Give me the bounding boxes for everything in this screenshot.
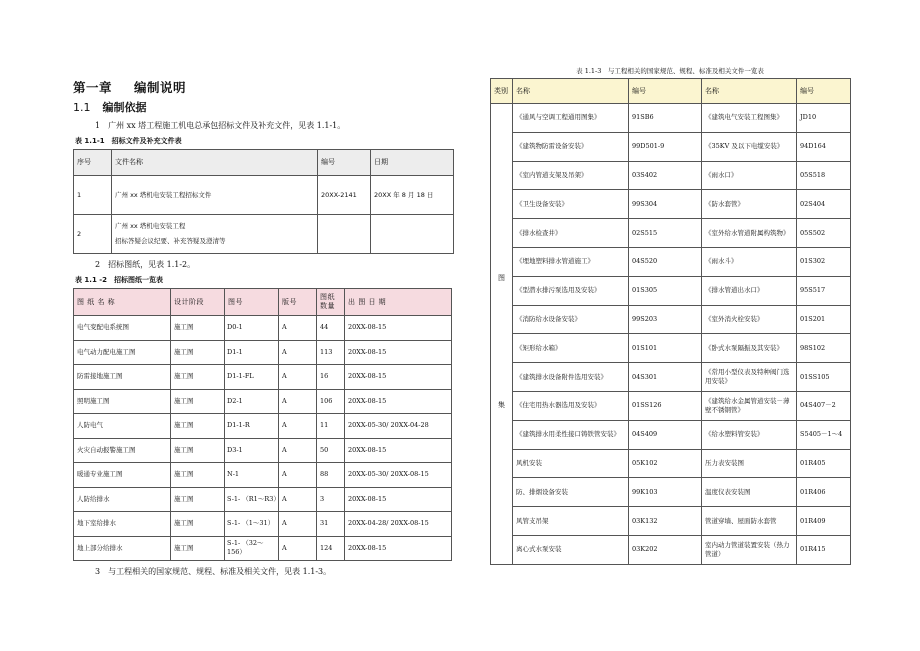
- table3-cell: 99D501-9: [629, 132, 702, 161]
- table1-name-line: 广州 xx 塔机电安装工程: [115, 222, 186, 230]
- table2-cell: 20XX-08-15: [345, 438, 452, 463]
- table3-cell: 《消防给水设备安装》: [513, 305, 629, 334]
- table3-caption: 表 1.1-3 与工程相关的国家规范、规程、标准及相关文件一览表: [576, 67, 764, 75]
- table2-cell: 3: [317, 487, 345, 512]
- table-row: [491, 478, 851, 507]
- table2-cell: 31: [317, 512, 345, 537]
- table3-cell: 《型潜水排污泵选用及安装》: [513, 276, 629, 305]
- table3-cell: 01R415: [797, 535, 851, 564]
- table2-cell: 施工图: [171, 389, 225, 414]
- table3-cell: 《建筑排水用柔性接口铸铁管安装》: [513, 420, 629, 449]
- table2-cell: 11: [317, 414, 345, 439]
- table-row: [74, 215, 454, 254]
- table3-cell: 01SS126: [629, 391, 702, 420]
- right-column: [490, 66, 850, 565]
- table1-cell-date: [371, 215, 454, 254]
- table2-cell: 20XX-08-15: [345, 536, 452, 561]
- table1-name-line: 招标答疑会议纪要、补充答疑及澄清等: [115, 237, 226, 245]
- table2-cell: 暖通专业施工图: [74, 463, 171, 488]
- table-row: [74, 365, 452, 390]
- table3-cell: 《室外消火栓安装》: [702, 305, 797, 334]
- table-row: [74, 438, 452, 463]
- table2-cell: 20XX-04-28/ 20XX-08-15: [345, 512, 452, 537]
- table3-cell: 《室外给水管道附属构筑物》: [702, 219, 797, 248]
- table2-cell: 20XX-08-15: [345, 389, 452, 414]
- table3-cell: 04S409: [629, 420, 702, 449]
- table2-cell: D1-1-R: [225, 414, 279, 439]
- table2-cell: 地下室给排水: [74, 512, 171, 537]
- table3-cell: 压力表安装图: [702, 449, 797, 478]
- table2-cell: 防雷接地施工图: [74, 365, 171, 390]
- table-row: [491, 190, 851, 219]
- table2-cell: S-1- （32～ 156）: [225, 536, 279, 561]
- table3-cell: 99K103: [629, 478, 702, 507]
- table2-cell: 88: [317, 463, 345, 488]
- table3-cell: 98S102: [797, 334, 851, 363]
- table3-cell: 01S201: [797, 305, 851, 334]
- table2-header-cell: 出 图 日 期: [345, 289, 452, 316]
- table3-cell: 《雨水口》: [702, 161, 797, 190]
- table-row: [491, 104, 851, 133]
- table1-cell-name: [112, 215, 318, 254]
- table2-cell: A: [279, 389, 317, 414]
- table2-cell: 人防电气: [74, 414, 171, 439]
- table1-cell-name: [112, 176, 318, 215]
- chapter-title: 编制说明: [134, 80, 187, 95]
- paragraph-2: 2 招标图纸，见表 1.1-2。: [95, 260, 196, 269]
- table3-cell: 01S302: [797, 247, 851, 276]
- table3-cell: 《矩形给水箱》: [513, 334, 629, 363]
- table2-cell: 20XX-08-15: [345, 365, 452, 390]
- table2-cell: 施工图: [171, 438, 225, 463]
- table2-cell: S-1- （1～31）: [225, 512, 279, 537]
- category-char: 集: [498, 401, 505, 409]
- table1-cell-date: 20XX 年 8 月 18 日: [371, 176, 454, 215]
- table-row: [74, 316, 452, 341]
- table3-cell: 01S305: [629, 276, 702, 305]
- table3-cell: 《建筑排水设备附件选用安装》: [513, 363, 629, 392]
- tender-documents-table: [73, 149, 454, 254]
- table-row: [491, 363, 851, 392]
- table2-cell: 106: [317, 389, 345, 414]
- table-row: [491, 449, 851, 478]
- table3-cell: 《建筑物防雷设备安装》: [513, 132, 629, 161]
- table2-cell: 施工图: [171, 316, 225, 341]
- table-row: [491, 132, 851, 161]
- table-row: [491, 334, 851, 363]
- table2-cell: A: [279, 438, 317, 463]
- table3-cell: 管道穿墙、屋面防水套管: [702, 507, 797, 536]
- table2-header-cell: 设计阶段: [171, 289, 225, 316]
- chapter-heading: [73, 78, 458, 96]
- table2-cell: A: [279, 463, 317, 488]
- table3-cell: 04S520: [629, 247, 702, 276]
- table2-cell: 施工图: [171, 487, 225, 512]
- chapter-number: 第一章: [73, 80, 113, 95]
- table3-cell: 《35KV 及以下电缆安装》: [702, 132, 797, 161]
- table3-cell: 《卧式水泵隔振及其安装》: [702, 334, 797, 363]
- table3-cell: 《建筑给水金属管道安装－薄壁不锈钢管》: [702, 391, 797, 420]
- table1-cell-no: 2: [74, 215, 112, 254]
- table2-cell: 人防给排水: [74, 487, 171, 512]
- table1-header-cell: 序号: [74, 150, 112, 176]
- table-row: [491, 247, 851, 276]
- section-heading: [73, 99, 458, 115]
- table2-header-cell: 图号: [225, 289, 279, 316]
- table3-cell: 风管支吊架: [513, 507, 629, 536]
- table2-cell: 20XX-05-30/ 20XX-04-28: [345, 414, 452, 439]
- table2-cell: 施工图: [171, 340, 225, 365]
- table3-cell: 04S407－2: [797, 391, 851, 420]
- table3-cell: 离心式水泵安装: [513, 535, 629, 564]
- table3-cell: JD10: [797, 104, 851, 133]
- table2-cell: 44: [317, 316, 345, 341]
- left-column: [73, 78, 458, 577]
- table3-cell: 99S203: [629, 305, 702, 334]
- table3-cell: S5405－1～4: [797, 420, 851, 449]
- table2-cell: A: [279, 365, 317, 390]
- table3-cell: 《室内管道支架及吊架》: [513, 161, 629, 190]
- table1-header-cell: 编号: [318, 150, 371, 176]
- table3-cell: 室内动力管道装置安装（热力管道）: [702, 535, 797, 564]
- table2-cell: S-1- （R1～R3）: [225, 487, 279, 512]
- table-row: [74, 340, 452, 365]
- table3-cell: 《排水管道出水口》: [702, 276, 797, 305]
- table2-cell: 113: [317, 340, 345, 365]
- table3-header-cell: 名称: [513, 79, 629, 104]
- table2-cell: 20XX-08-15: [345, 340, 452, 365]
- table2-cell: 施工图: [171, 365, 225, 390]
- table2-cell: 施工图: [171, 414, 225, 439]
- table2-cell: 50: [317, 438, 345, 463]
- table2-cell: D3-1: [225, 438, 279, 463]
- table3-cell: 99S304: [629, 190, 702, 219]
- table2-cell: 20XX-08-15: [345, 487, 452, 512]
- table3-cell: 95S517: [797, 276, 851, 305]
- table2-cell: D1-1-FL: [225, 365, 279, 390]
- table2-header-cell: 图 纸 名 称: [74, 289, 171, 316]
- table3-header-cell: 编号: [629, 79, 702, 104]
- table3-cell: 01R405: [797, 449, 851, 478]
- table2-cell: 电气变配电系统图: [74, 316, 171, 341]
- table-row: [74, 463, 452, 488]
- table2-cell: 20XX-08-15: [345, 316, 452, 341]
- table2-header-row: [74, 289, 452, 316]
- table-row: [74, 389, 452, 414]
- table1-cell-code: 20XX-2141: [318, 176, 371, 215]
- table2-cell: A: [279, 536, 317, 561]
- table3-header-row: [491, 79, 851, 104]
- table3-cell: 02S404: [797, 190, 851, 219]
- table3-header-cell: 类别: [491, 79, 513, 104]
- table3-cell: 《埋地塑料排水管道施工》: [513, 247, 629, 276]
- table2-cell: 施工图: [171, 512, 225, 537]
- paragraph-1: 1 广州 xx 塔工程施工机电总承包招标文件及补充文件，见表 1.1-1。: [95, 121, 346, 130]
- section-number: 1.1: [73, 101, 91, 114]
- table-row: [74, 176, 454, 215]
- table-row: [491, 391, 851, 420]
- table3-cell: 05S518: [797, 161, 851, 190]
- table3-cell: 《卫生设备安装》: [513, 190, 629, 219]
- table3-cell: 05K102: [629, 449, 702, 478]
- table2-cell: A: [279, 487, 317, 512]
- category-char: 图: [498, 274, 505, 282]
- table3-cell: 01S101: [629, 334, 702, 363]
- section-title: 编制依据: [102, 101, 147, 114]
- table2-cell: 电气动力配电施工图: [74, 340, 171, 365]
- table2-cell: 施工图: [171, 536, 225, 561]
- drawings-table: [73, 288, 452, 561]
- table-row: [491, 276, 851, 305]
- table2-cell: 施工图: [171, 463, 225, 488]
- table3-cell: 《住宅用热水器选用及安装》: [513, 391, 629, 420]
- table2-cell: A: [279, 316, 317, 341]
- table2-cell: N-1: [225, 463, 279, 488]
- table2-cell: A: [279, 512, 317, 537]
- table2-cell: 20XX-05-30/ 20XX-08-15: [345, 463, 452, 488]
- table3-cell: 《建筑电气安装工程图集》: [702, 104, 797, 133]
- table3-cell: 《常用小型仪表及特种阀门选用安装》: [702, 363, 797, 392]
- table3-cell: 04S301: [629, 363, 702, 392]
- table2-cell: D0-1: [225, 316, 279, 341]
- table3-cell: 02S515: [629, 219, 702, 248]
- table1-cell-code: [318, 215, 371, 254]
- paragraph-3: 3 与工程相关的国家规范、规程、标准及相关文件，见表 1.1-3。: [95, 567, 332, 576]
- table2-cell: D2-1: [225, 389, 279, 414]
- table2-cell: D1-1: [225, 340, 279, 365]
- table-row: [491, 219, 851, 248]
- table1-header-cell: 日期: [371, 150, 454, 176]
- table3-header-cell: 编号: [797, 79, 851, 104]
- table1-name-line: 广州 xx 塔机电安装工程招标文件: [115, 190, 212, 199]
- category-cell: [491, 104, 513, 565]
- standards-table: [490, 78, 851, 565]
- table3-cell: 05S502: [797, 219, 851, 248]
- table-row: [491, 161, 851, 190]
- table3-cell: 94D164: [797, 132, 851, 161]
- table3-cell: 91SB6: [629, 104, 702, 133]
- table3-cell: 《排水检查井》: [513, 219, 629, 248]
- table2-header-cell: 图纸数量: [317, 289, 345, 316]
- table-row: [491, 507, 851, 536]
- table3-cell: 风机安装: [513, 449, 629, 478]
- table2-cell: 16: [317, 365, 345, 390]
- table2-header-cell: 版号: [279, 289, 317, 316]
- table3-cell: 03K132: [629, 507, 702, 536]
- table3-cell: 01SS105: [797, 363, 851, 392]
- table3-header-cell: 名称: [702, 79, 797, 104]
- table-row: [74, 536, 452, 561]
- table1-header-cell: 文件名称: [112, 150, 318, 176]
- table2-cell: 地上部分给排水: [74, 536, 171, 561]
- table1-caption: 表 1.1-1 招标文件及补充文件表: [75, 137, 182, 145]
- table-row: [74, 512, 452, 537]
- table1-header-row: [74, 150, 454, 176]
- table3-cell: 温度仪表安装图: [702, 478, 797, 507]
- table3-cell: 01R409: [797, 507, 851, 536]
- table3-cell: 03K202: [629, 535, 702, 564]
- table2-cell: A: [279, 340, 317, 365]
- table3-cell: 《雨水斗》: [702, 247, 797, 276]
- table2-cell: 照明施工图: [74, 389, 171, 414]
- table3-cell: 01R406: [797, 478, 851, 507]
- table3-cell: 《防水套管》: [702, 190, 797, 219]
- table-row: [491, 305, 851, 334]
- table-row: [491, 535, 851, 564]
- table3-cell: 03S402: [629, 161, 702, 190]
- table-row: [491, 420, 851, 449]
- table2-cell: 124: [317, 536, 345, 561]
- table3-cell: 《给水塑料管安装》: [702, 420, 797, 449]
- table1-cell-no: 1: [74, 176, 112, 215]
- table2-cell: A: [279, 414, 317, 439]
- table2-caption: 表 1.1 -2 招标图纸一览表: [75, 276, 164, 284]
- table3-cell: 防、排烟设备安装: [513, 478, 629, 507]
- table3-cell: 《通风与空调工程通用图集》: [513, 104, 629, 133]
- table2-cell: 火灾自动报警施工图: [74, 438, 171, 463]
- table-row: [74, 487, 452, 512]
- table-row: [74, 414, 452, 439]
